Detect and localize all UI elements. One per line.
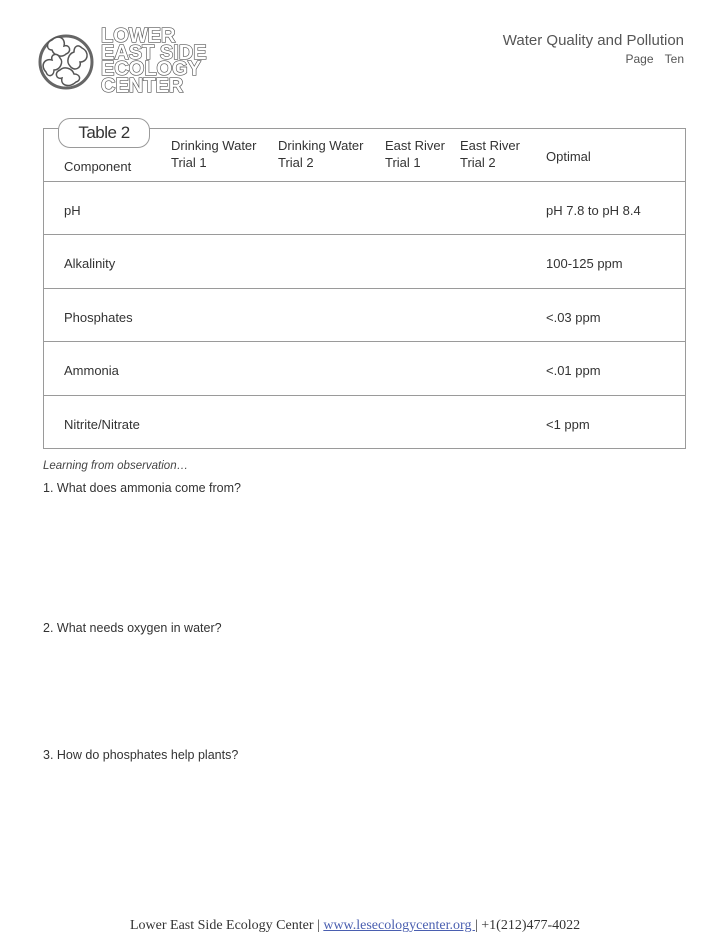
document-title: Water Quality and Pollution <box>502 32 684 49</box>
footer-website-link[interactable]: www.lesecologycenter.org <box>323 918 475 933</box>
logo-line-3: ECOLOGY <box>101 58 202 80</box>
table-tab-label: Table 2 <box>58 118 150 148</box>
table-row <box>44 235 685 289</box>
component-cell: pH <box>64 203 81 218</box>
logo-line-2: EAST SIDE <box>101 41 207 64</box>
table-row <box>44 396 685 448</box>
optimal-cell: <.03 ppm <box>546 310 601 325</box>
optimal-cell: 100-125 ppm <box>546 256 623 271</box>
data-table <box>43 128 686 449</box>
optimal-cell: <1 ppm <box>546 417 590 432</box>
oak-leaf-logo-icon <box>32 28 100 96</box>
logo-line-4: CENTER <box>101 74 184 97</box>
column-header-drinking-water-trial-2: Drinking Water Trial 2 <box>278 138 364 170</box>
component-cell: Nitrite/Nitrate <box>64 417 140 432</box>
footer-phone: +1(212)477-4022 <box>481 918 581 933</box>
table-row <box>44 182 685 235</box>
table-row <box>44 342 685 396</box>
page-footer: Lower East Side Ecology Center | www.lesecologycenter.org | +1(212)477-4022 <box>130 918 581 933</box>
question-3: 3. How do phosphates help plants? <box>43 748 239 762</box>
column-header-drinking-water-trial-1: Drinking Water Trial 1 <box>171 138 257 170</box>
table-row <box>44 289 685 342</box>
component-cell: Ammonia <box>64 363 119 378</box>
column-header-component: Component <box>64 159 132 174</box>
column-header-east-river-trial-2: East River Trial 2 <box>460 138 520 170</box>
footer-org-name: Lower East Side Ecology Center <box>130 918 314 933</box>
question-2: 2. What needs oxygen in water? <box>43 621 222 635</box>
optimal-cell: <.01 ppm <box>546 363 601 378</box>
page-label: Page <box>625 52 654 66</box>
organization-logo <box>28 26 210 100</box>
observation-heading: Learning from observation… <box>43 460 189 472</box>
question-1: 1. What does ammonia come from? <box>43 481 241 495</box>
logo-line-1: LOWER <box>101 25 176 47</box>
component-cell: Alkalinity <box>64 256 116 271</box>
logo-wordmark <box>101 25 207 97</box>
component-cell: Phosphates <box>64 310 133 325</box>
optimal-cell: pH 7.8 to pH 8.4 <box>546 203 641 218</box>
column-header-east-river-trial-1: East River Trial 1 <box>385 138 445 170</box>
column-header-optimal: Optimal <box>546 149 591 164</box>
page-indicator <box>625 52 684 66</box>
page-number: Ten <box>664 52 684 66</box>
